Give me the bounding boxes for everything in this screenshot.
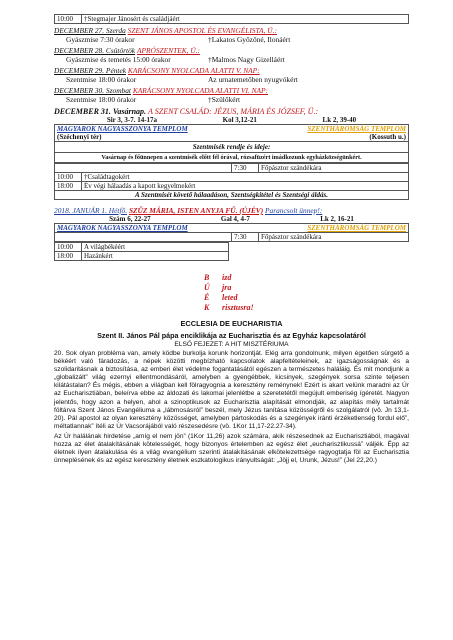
reading-1: Szám 6, 22-27	[109, 215, 151, 223]
weekday-entry	[54, 26, 409, 44]
acrostic-word: jra	[222, 283, 232, 292]
reading-3: Lk 2, 16-21	[320, 215, 354, 223]
mass-intention: Hazánkért	[82, 252, 229, 261]
acrostic-letter: K	[204, 303, 210, 312]
feast-name: SZŰZ MÁRIA, ISTEN ANYJA FŰ. (ÚJÉV)	[128, 206, 264, 215]
section-title: ECCLESIA DE EUCHARISTIA	[180, 319, 283, 328]
mass-intention: †Szülőkért	[208, 95, 241, 104]
table-row	[55, 233, 409, 242]
top-intention-table	[54, 14, 409, 24]
table-row	[55, 164, 409, 173]
mass-info: Szentmise 18:00 órakor	[66, 95, 137, 104]
reading-2: Kol 3,12-21	[222, 116, 257, 124]
mass-intention: Főpásztor szándékára	[259, 164, 409, 173]
table-row	[55, 252, 229, 261]
table-row	[55, 15, 409, 24]
bulletin-page	[54, 14, 409, 465]
newyear-mass-table	[54, 232, 409, 242]
table-row	[55, 173, 409, 182]
chapter-title: ELSŐ FEJEZET: A HIT MISZTÉRIUMA	[174, 341, 289, 348]
obligation-note: Parancsolt ünnep!:	[265, 206, 323, 215]
table-row	[55, 243, 229, 252]
readings-row	[54, 116, 409, 124]
address-right: (Kossuth u.)	[369, 133, 406, 141]
table-row	[55, 182, 409, 191]
mass-intention: †Lakatos Győzőné, Ilonáért	[208, 35, 291, 44]
mass-order-title: Szentmisék rendje és ideje:	[54, 142, 409, 153]
article-paragraph: Az Úr halálának hirdetése „amíg el nem jön” (1Kor 11,26) azok számára, akik részesednek az Eucharisztiából, magával hozza az élet átalakításának kötelességét, hogy bizonyos értelemben az egész élet „eucharisztikussá” váljék. Épp az életnek ilyen átalakulása és a világ evangélium szerinti átalakításának elkötelezettsége ragyogtatja föl az Eucharisztia ünneplésének és az egész keresztény életnek eszkatologikus irányultságát: „Jöjj el, Urunk, Jézus!” (Jel 22,20.)	[54, 432, 409, 465]
mass-intention: †Stegmajer Jánosért és családjáért	[82, 15, 409, 24]
day-title: DECEMBER 29. Péntek	[54, 66, 127, 75]
acrostic-word: risztusra!	[222, 303, 254, 312]
weekday-entry	[54, 66, 409, 84]
mass-intention: Az urnatemetőben nyugvókért	[208, 75, 298, 84]
feast-name: KARÁCSONY NYOLCADA ALATTI V. NAP:	[127, 66, 260, 75]
mass-intention: †Családtagokért	[84, 173, 130, 181]
feast-name: APRÓSZENTEK, Ü.:	[136, 46, 200, 55]
day-title: DECEMBER 30. Szombat	[54, 86, 131, 95]
acrostic-letter: É	[204, 293, 210, 302]
mass-info: Szentmise 18:00 órakor	[66, 75, 137, 84]
readings-row	[54, 215, 409, 223]
acrostic-letter: B	[204, 273, 210, 282]
address-left: (Széchenyi tér)	[57, 133, 102, 141]
feast-name: A SZENT CSALÁD: JÉZUS, MÁRIA ÉS JÓZSEF, Ü.:	[148, 107, 319, 116]
church-right-link[interactable]: SZENTHÁROMSÁG TEMPLOM	[307, 125, 406, 133]
newyear-extra-table	[54, 242, 229, 261]
acrostic-word: leted	[222, 293, 238, 302]
mass-intention: †Malmos Nagy Gizelláért	[208, 55, 285, 64]
mass-time: 10:00	[55, 15, 82, 24]
mass-time: 18:00	[55, 182, 82, 190]
day-title: DECEMBER 27. Szerda	[54, 26, 126, 35]
church-address-row	[54, 133, 409, 142]
mass-time: 7:30	[232, 233, 259, 242]
sunday-heading	[54, 107, 409, 116]
reading-1: Sir 3, 3-7. 14-17a	[106, 116, 158, 124]
mass-intention: Év végi hálaadás a kapott kegyelmekért	[84, 182, 196, 190]
churches-row	[54, 223, 409, 232]
sunday-mass-table	[54, 163, 409, 191]
acrostic-word: izd	[222, 273, 232, 282]
day-title: DECEMBER 31. Vasárnap.	[54, 107, 147, 116]
reading-2: Gal 4, 4-7	[220, 215, 250, 223]
mass-time: 10:00	[55, 243, 82, 252]
reading-3: Lk 2, 39-40	[322, 116, 357, 124]
article-title: Szent II. János Pál pápa enciklikája az Eucharisztia és az Egyház kapcsolatáról	[97, 331, 366, 340]
day-title: 2018. JANUÁR 1. Hétfő.	[54, 206, 128, 215]
mass-intention: A világbékéért	[82, 243, 229, 252]
mass-time: 10:00	[55, 173, 82, 181]
mass-time	[55, 173, 409, 182]
church-right-link[interactable]: SZENTHÁROMSÁG TEMPLOM	[307, 224, 406, 232]
churches-row	[54, 124, 409, 133]
newyear-heading	[54, 206, 409, 215]
mass-intention: Főpásztor szándékára	[259, 233, 409, 242]
acrostic-greeting	[204, 273, 409, 313]
mass-time: 18:00	[55, 252, 82, 261]
mass-time: 7:30	[232, 164, 259, 173]
mass-info: Gyászmise és temetés 15:00 órakor	[66, 55, 171, 64]
church-left-link[interactable]: MAGYAROK NAGYASSZONYA TEMPLOM	[57, 125, 188, 133]
article-paragraph: 20. Sok olyan probléma van, amely ködbe burkolja korunk horizontját. Elég arra gondolnunk, milyen égetően sürgető a békéért való fáradozás, a népek közötti megbízható kapcsolatok alapfeltételeinek, az igazságosságnak és a szolidaritásnak a biztosítása, az emberi élet védelme fogantatásától egészen a természetes haláláig. És mit mondjunk a „globalizált” világ ezernyi ellentmondásáról, amelyben a gyengébbek, kicsinyek, szegények sorsa szinte teljesen kilátástalan? És mégis, ebben a világban kell fölragyognia a keresztény reménynek! Ezért is akart velünk maradni az Úr az Eucharisztiában, beleírva ebbe az áldozati és lakomai jelenlétbe a szeretetétől megújult emberiség ígéretét. Nagyon jelentős, hogy azon a helyen, ahol a szinoptikusok az Eucharisztia alapítását elmondják, az alapítás mély tartalmát föltárva Szent János Evangéliuma a „lábmosásról” beszél, mely Jézus tanítása közösségről és szolgálatról (vö. Jn 13,1-20). Pál apostol az olyan keresztény közösséget, amelyben pártoskodás és a szegények iránti érzéketlenség fordul elő”, méltatlannak” ítéli az Úr Vacsorájából való részesedésre (vö. 1Kor 11,17-22.27-34).	[54, 350, 409, 430]
weekday-entry	[54, 46, 409, 64]
day-title: DECEMBER 28. Csütörtök	[54, 46, 136, 55]
church-left-link[interactable]: MAGYAROK NAGYASSZONYA TEMPLOM	[57, 224, 188, 232]
mass-info: Gyászmise 7:30 órakor	[66, 35, 135, 44]
acrostic-letter: Ú	[204, 283, 210, 292]
adoration-note: A Szentmisét követő hálaadáson, Szentségkitétel és Szentségi áldás.	[54, 191, 409, 200]
feast-name: KARÁCSONY NYOLCADA ALATTI VI. NAP:	[132, 86, 269, 95]
weekday-entry	[54, 86, 409, 104]
feast-name: SZENT JÁNOS APOSTOL ÉS EVANGÉLISTA, Ü.:	[127, 26, 277, 35]
rosary-note: Vasárnap és főünnepen a szentmisék előtt fél órával, rózsafüzért imádkozunk egyházközségünkért.	[54, 153, 409, 163]
